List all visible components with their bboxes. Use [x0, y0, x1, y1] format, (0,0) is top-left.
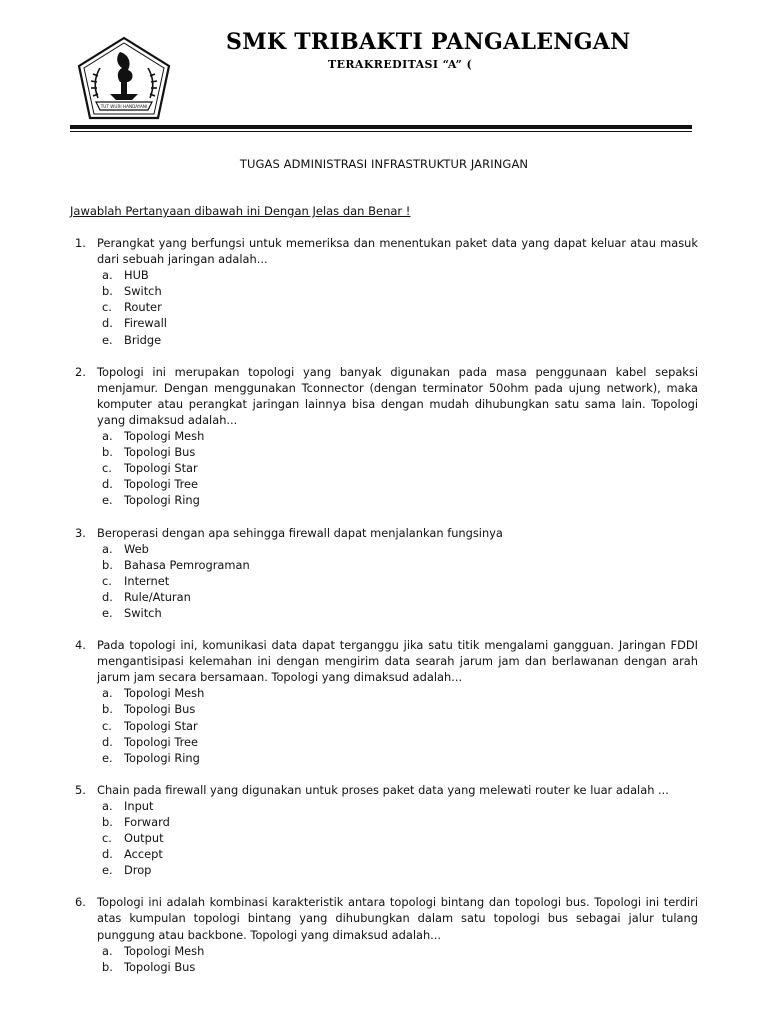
option-item	[97, 299, 698, 315]
option-text: Accept	[124, 847, 163, 862]
question-text: Beroperasi dengan apa sehingga firewall dapat menjalankan fungsinya	[97, 525, 503, 540]
option-text: Internet	[124, 573, 170, 588]
question-item	[70, 894, 698, 974]
option-text: Bridge	[124, 332, 162, 347]
option-text: Topologi Tree	[124, 734, 199, 749]
option-letter: d.	[102, 316, 113, 331]
option-item	[97, 943, 698, 959]
option-text: Rule/Aturan	[124, 589, 191, 604]
header-divider-thick	[70, 125, 692, 129]
question-number: 6.	[75, 895, 86, 910]
option-text: HUB	[124, 268, 149, 283]
option-item	[97, 798, 698, 814]
instruction-text: Jawablah Pertanyaan dibawah ini Dengan Jelas dan Benar !	[70, 204, 411, 218]
option-text: Router	[124, 300, 162, 315]
option-list	[97, 943, 698, 975]
option-letter: b.	[102, 815, 113, 829]
option-letter: a.	[102, 541, 113, 556]
option-item	[97, 959, 698, 975]
option-item	[97, 267, 698, 283]
option-letter: e.	[102, 332, 113, 347]
question-item	[70, 364, 698, 509]
option-item	[97, 846, 698, 862]
option-list	[97, 685, 698, 765]
option-text: Topologi Ring	[124, 750, 200, 765]
option-letter: b.	[102, 959, 113, 974]
option-letter: a.	[102, 429, 113, 444]
option-letter: e.	[102, 750, 113, 765]
option-item	[97, 718, 698, 734]
option-item	[97, 685, 698, 701]
option-letter: c.	[102, 831, 112, 846]
option-text: Forward	[124, 815, 170, 829]
option-text: Output	[124, 831, 164, 846]
question-number: 4.	[75, 638, 86, 653]
option-item	[97, 476, 698, 492]
accreditation-label: TERAKREDITASI “A” (	[328, 58, 473, 71]
option-letter: e.	[102, 493, 113, 508]
option-letter: c.	[102, 718, 112, 733]
option-letter: e.	[102, 863, 113, 878]
option-list	[97, 541, 698, 621]
option-letter: b.	[102, 557, 113, 572]
option-letter: e.	[102, 605, 113, 620]
option-item	[97, 573, 698, 589]
option-item	[97, 814, 698, 830]
option-item	[97, 830, 698, 846]
question-item	[70, 782, 698, 879]
option-letter: b.	[102, 445, 113, 460]
question-item	[70, 525, 698, 622]
option-text: Switch	[124, 284, 162, 299]
option-item	[97, 557, 698, 573]
option-item	[97, 750, 698, 766]
question-number: 5.	[75, 782, 86, 797]
option-text: Web	[124, 541, 149, 556]
header-divider-thin	[70, 131, 692, 132]
option-item	[97, 589, 698, 605]
option-letter: a.	[102, 686, 113, 701]
school-logo-icon	[76, 36, 172, 120]
option-letter: c.	[102, 461, 112, 476]
option-text: Topologi Star	[124, 718, 198, 733]
question-text: Chain pada firewall yang digunakan untuk proses paket data yang melewati router ke luar adalah ...	[97, 782, 669, 797]
option-item	[97, 332, 698, 348]
option-letter: d.	[102, 847, 113, 862]
option-text: Switch	[124, 605, 162, 620]
option-letter: a.	[102, 943, 113, 958]
option-text: Topologi Mesh	[124, 686, 205, 701]
option-letter: a.	[102, 268, 113, 283]
option-text: Topologi Mesh	[124, 429, 205, 444]
question-text: Pada topologi ini, komunikasi data dapat terganggu jika satu titik mengalami gangguan. Jaringan FDDI mengantisipasi kelemahan ini dengan mengirim data searah jarum jam dan berlawanan dengan arah jarum jam secara bersamaan. Topologi yang dimaksud adalah...	[97, 638, 698, 685]
option-text: Topologi Mesh	[124, 943, 205, 958]
option-text: Topologi Bus	[124, 959, 196, 974]
question-item	[70, 235, 698, 348]
option-letter: c.	[102, 300, 112, 315]
option-list	[97, 428, 698, 508]
option-item	[97, 460, 698, 476]
question-text: Topologi ini merupakan topologi yang banyak digunakan pada masa penggunaan kabel sepaksi menjamur. Dengan menggunakan Tconnector (dengan terminator 50ohm pada ujung network), maka komputer atau perangkat jaringan lainnya bisa dengan mudah dihubungkan satu sama lain. Topologi yang dimaksud adalah...	[97, 364, 698, 427]
option-letter: d.	[102, 477, 113, 492]
option-item	[97, 492, 698, 508]
option-letter: b.	[102, 702, 113, 717]
option-text: Topologi Tree	[124, 477, 199, 492]
option-letter: a.	[102, 798, 113, 813]
option-text: Topologi Star	[124, 461, 198, 476]
school-name: SMK TRIBAKTI PANGALENGAN	[226, 29, 631, 55]
option-item	[97, 541, 698, 557]
option-letter: c.	[102, 573, 112, 588]
option-item	[97, 701, 698, 717]
option-list	[97, 798, 698, 878]
option-text: Drop	[124, 863, 152, 878]
question-text: Perangkat yang berfungsi untuk memeriksa dan menentukan paket data yang dapat keluar atau masuk dari sebuah jaringan adalah...	[97, 236, 698, 267]
question-number: 1.	[75, 236, 86, 250]
option-text: Topologi Bus	[124, 445, 196, 460]
option-item	[97, 734, 698, 750]
option-letter: b.	[102, 284, 113, 299]
question-item	[70, 637, 698, 766]
option-item	[97, 862, 698, 878]
question-list	[70, 235, 698, 991]
question-number: 2.	[75, 364, 86, 379]
document-title: TUGAS ADMINISTRASI INFRASTRUKTUR JARINGAN	[239, 157, 529, 171]
option-text: Firewall	[124, 316, 167, 331]
option-item	[97, 605, 698, 621]
logo-motto: TUT WURI HANDAYANI	[100, 104, 148, 110]
question-number: 3.	[75, 525, 86, 540]
option-item	[97, 283, 698, 299]
question-text: Topologi ini adalah kombinasi karakteristik antara topologi bintang dan topologi bus. Topologi ini terdiri atas kumpulan topologi bintang yang dihubungkan dalam satu topologi bus sebagai jalur tulang punggung atau backbone. Topologi yang dimaksud adalah...	[97, 895, 698, 942]
option-item	[97, 315, 698, 331]
option-item	[97, 428, 698, 444]
option-list	[97, 267, 698, 347]
option-letter: d.	[102, 734, 113, 749]
option-item	[97, 444, 698, 460]
option-text: Topologi Bus	[124, 702, 196, 717]
option-text: Bahasa Pemrograman	[124, 557, 250, 572]
option-text: Input	[124, 798, 154, 813]
option-text: Topologi Ring	[124, 493, 200, 508]
option-letter: d.	[102, 589, 113, 604]
